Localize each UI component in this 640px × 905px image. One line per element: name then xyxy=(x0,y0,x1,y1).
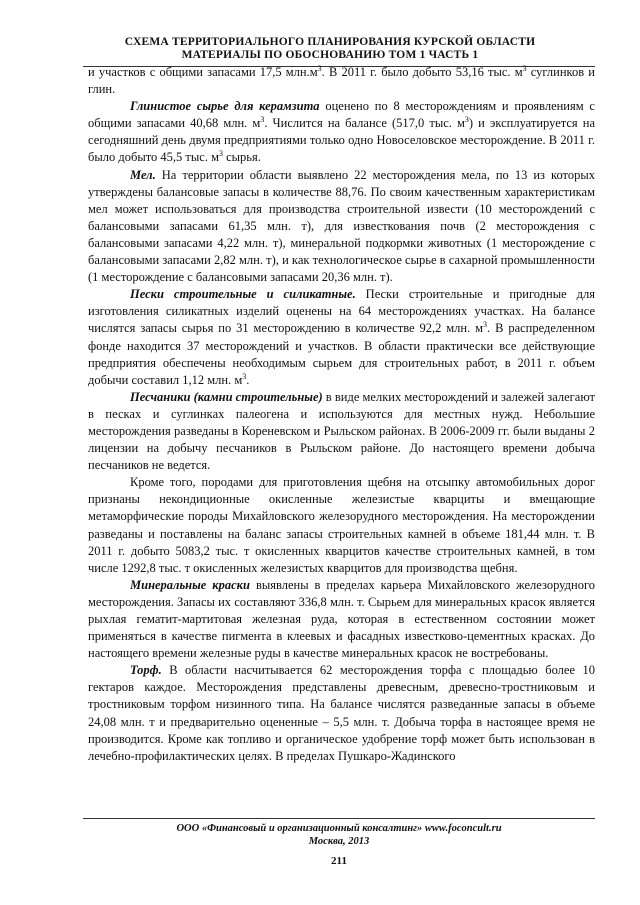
paragraph-mineral-paints: Минеральные краски выявлены в пределах карьера Михайловского железорудного месторождения. Запасы их составляют 336,8 млн. т. Сырьем для минеральных красок является рыхлая гематит-мартитовая железная руда, которая в естественном состоянии может применяться в качестве пигмента в клеевых и фасадных известково-цементных красках. До настоящего времени железные руды в качестве минеральных красок не востребованы. xyxy=(88,577,596,661)
footer-company: ООО «Финансовый и организационный консалтинг» www.foconcult.ru xyxy=(176,823,502,834)
term-mineral-paints: Минеральные краски xyxy=(130,577,250,592)
footer-divider xyxy=(83,818,595,819)
footer-city-year: Москва, 2013 xyxy=(308,836,370,847)
term-claydite-clay: Глинистое сырье для керамзита xyxy=(130,99,320,114)
page-header xyxy=(60,36,600,62)
paragraph-chalk: Мел. На территории области выявлено 22 месторождения мела, по 13 из которых утверждены балансовые запасы в количестве 88,76. По своим качественным характеристикам мел может использоваться для производства строительной извести (10 месторождений с балансовыми запасами 61,35 млн. т), для известкования почв (2 месторождения с балансовыми запасами 4,22 млн. т), минеральной подкормки животных (1 месторождение с балансовыми запасами 2,82 млн. т), и как технологическое сырье в сахарной промышленности (1 месторождение с балансовыми запасами 20,36 млн. т). xyxy=(88,167,595,285)
paragraph-peat: Торф. В области насчитывается 62 месторождения торфа с площадью более 10 гектаров каждое. Месторождения представлены древесным, древесно-тростниковым и тростниковым торфом низинного типа. На балансе числятся разведанные запасы в объеме 24,08 млн. т и предварительно оцененные – 5,5 млн. т. Добыча торфа в настоящее время не производится. Кроме как топливо и органическое удобрение торф может быть использован в лечебно-профилактических целях. В пределах Пушкаро-Жадинского xyxy=(88,663,595,763)
paragraph-crushed-stone: Кроме того, породами для приготовления щебня на отсыпку автомобильных дорог признаны некондиционные окисленные железистые кварциты и вмещающие метаморфические породы Михайловского железорудного месторождения. На месторождении разведаны и поставлены на баланс запасы строительных камней в объеме 181,44 млн. т. В 2011 г. добыто 5083,2 тыс. т окисленных кварцитов качестве строительных камней, в том числе 1292,8 тыс. т окисленных железистых кварцитов для производства щебня. xyxy=(88,475,595,575)
term-sandstones: Песчаники (камни строительные) xyxy=(130,389,323,404)
term-peat: Торф. xyxy=(130,663,162,678)
paragraph-claydite-clay: Глинистое сырье для керамзита оценено по 8 месторождениям и проявлениям с общими запасами 40,68 млн. $м^3$. Числится на балансе (517,0 тыс. $м^3$) и эксплуатируется на сегодняшний день двумя предприятиями только одно Новоселовское месторождение. В 2011 г. было добыто 45,5 тыс. $м^3$ сырья. xyxy=(88,99,595,165)
body-text xyxy=(88,64,595,765)
term-chalk: Мел. xyxy=(130,167,156,182)
header-subtitle: МАТЕРИАЛЫ ПО ОБОСНОВАНИЮ ТОМ 1 ЧАСТЬ 1 xyxy=(181,49,479,61)
header-title: СХЕМА ТЕРРИТОРИАЛЬНОГО ПЛАНИРОВАНИЯ КУРСКОЙ ОБЛАСТИ xyxy=(124,36,536,48)
page-footer xyxy=(83,822,595,848)
term-sands: Пески строительные и силикатные. xyxy=(130,287,356,302)
paragraph-sandstones: Песчаники (камни строительные) в виде мелких месторождений и залежей залегают в песках и суглинках палеогена и используются для местных нужд. Небольшие месторождения разведаны в Кореневском и Рыльском районах. В 2006-2009 гг. были выданы 2 лицензии на добычу песчаников в Рыльском районе. До настоящего времени добыча песчаников не ведется. xyxy=(88,389,595,473)
paragraph-sands: Пески строительные и силикатные. Пески строительные и пригодные для изготовления силикатных изделий оценены на 64 месторождениях участках. На балансе числятся запасы сырья по 31 месторождению в количестве 92,2 млн. $м^3$. В распределенном фонде находится 37 месторождений и участков. В области практически все действующие предприятия обеспечены необходимым сырьем для строительных работ, в 2011 г. объем добычи составил 1,12 млн. $м^3$. xyxy=(88,287,595,387)
paragraph-continuation: и участков с общими запасами 17,5 $млн.м^3$. В 2011 г. было добыто 53,16 тыс. $м^3$ суглинков и глин. xyxy=(88,63,595,97)
page-number: 211 xyxy=(331,855,347,867)
